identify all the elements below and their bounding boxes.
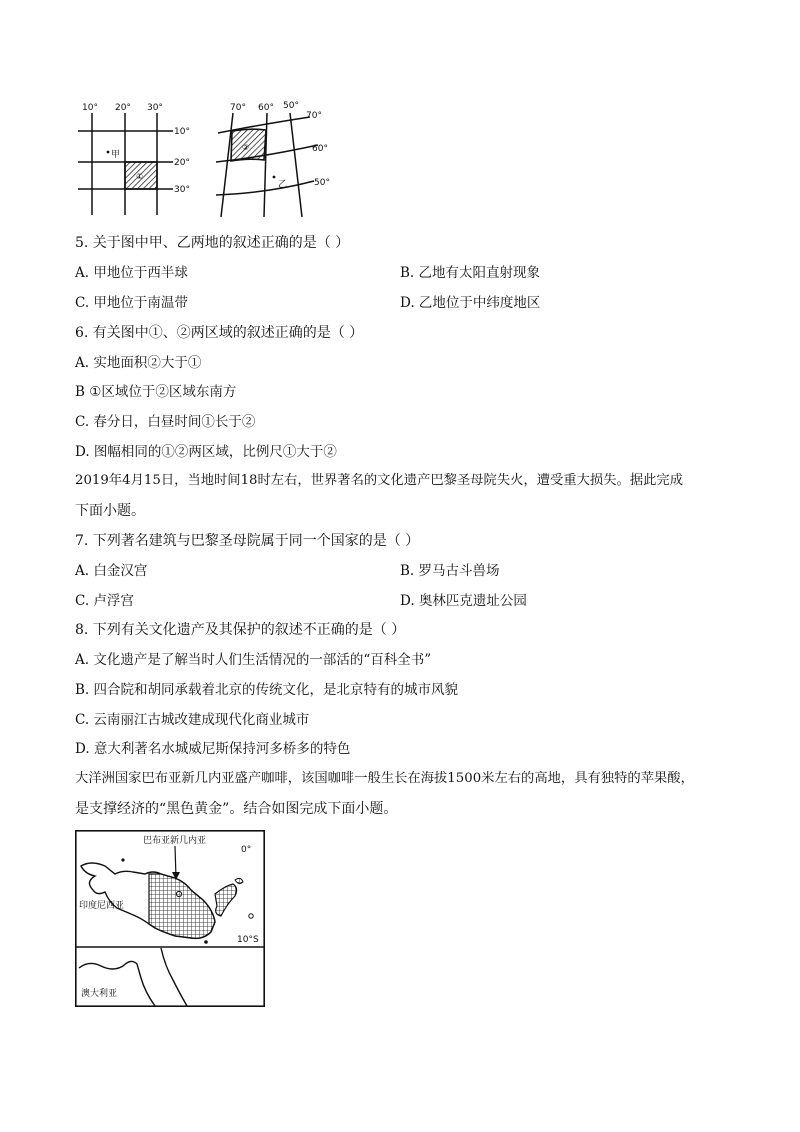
- lon-label-20: 20°: [115, 103, 131, 113]
- q7-option-d: D. 奥林匹克遗址公园: [400, 593, 527, 609]
- q5-stem: 5. 关于图中甲、乙两地的叙述正确的是（ ）: [75, 235, 350, 251]
- q7-stem: 7. 下列著名建筑与巴黎圣母院属于同一个国家的是（ ）: [75, 533, 420, 549]
- q7-option-b: B. 罗马古斗兽场: [400, 563, 500, 579]
- lat-label-70: 70°: [306, 111, 322, 121]
- australia-label: 澳大利亚: [81, 989, 118, 999]
- q8-option-c: C. 云南丽江古城改建成现代化商业城市: [75, 712, 310, 728]
- lon-label-70: 70°: [230, 103, 246, 113]
- q6-option-a: A. 实地面积②大于①: [75, 355, 202, 371]
- left-graticule-map: [78, 103, 190, 215]
- lat-label-30: 30°: [174, 185, 190, 195]
- lon-label-60: 60°: [258, 103, 274, 113]
- region-2-label: ②: [242, 143, 250, 152]
- point-jia-label: 甲: [111, 150, 121, 160]
- lon-label-50: 50°: [283, 101, 299, 111]
- right-graticule-map: [216, 101, 330, 217]
- q8-option-d: D. 意大利著名水城威尼斯保持河多桥多的特色: [75, 741, 351, 757]
- q7-option-c: C. 卢浮宫: [75, 593, 134, 609]
- lon-label-10: 10°: [82, 103, 98, 113]
- lat-label-60: 60°: [312, 144, 328, 154]
- lat-label-0: 0°: [241, 845, 252, 855]
- lat-label-20: 20°: [174, 158, 190, 168]
- lat-label-50: 50°: [314, 178, 330, 188]
- point-yi-label: 乙: [278, 180, 288, 190]
- q6-stem: 6. 有关图中①、②两区域的叙述正确的是（ ）: [75, 325, 364, 341]
- q8-option-b: B. 四合院和胡同承载着北京的传统文化，是北京特有的城市风貌: [75, 682, 459, 698]
- q8-option-a: A. 文化遗产是了解当时人们生活情况的一部活的“百科全书”: [75, 652, 432, 668]
- q6-option-c: C. 春分日，白昼时间①长于②: [75, 414, 256, 430]
- passage-coffee-line1: 大洋洲国家巴布亚新几内亚盛产咖啡，该国咖啡一般生长在海拔1500米左右的高地，具有独特的苹果酸，: [75, 771, 694, 786]
- q7-option-a: A. 白金汉宫: [75, 563, 148, 579]
- point-yi-marker: [273, 176, 276, 179]
- png-location-map: [75, 830, 265, 1007]
- q5-option-b: B. 乙地有太阳直射现象: [400, 265, 541, 281]
- q5-option-a: A. 甲地位于西半球: [75, 265, 188, 281]
- q6-option-d: D. 图幅相同的①②两区域，比例尺①大于②: [75, 444, 337, 460]
- png-country-label: 巴布亚新几内亚: [143, 836, 207, 846]
- q5-option-c: C. 甲地位于南温带: [75, 295, 188, 311]
- lon-label-30: 30°: [147, 103, 163, 113]
- q6-option-b: B ①区域位于②区域东南方: [75, 384, 237, 400]
- region-1-label: ①: [136, 172, 144, 181]
- passage-coffee-line2: 是支撑经济的“黑色黄金”。结合如图完成下面小题。: [75, 801, 398, 817]
- graticule-figure: [78, 95, 348, 220]
- passage-notre-dame-line1: 2019年4月15日，当地时间18时左右，世界著名的文化遗产巴黎圣母院失火，遭受重大损失。据此完成: [75, 473, 684, 488]
- indonesia-label: 印度尼西亚: [79, 901, 125, 911]
- q8-stem: 8. 下列有关文化遗产及其保护的叙述不正确的是（ ）: [75, 622, 406, 638]
- lat-label-10: 10°: [174, 127, 190, 137]
- q5-option-d: D. 乙地位于中纬度地区: [400, 295, 541, 311]
- point-jia-marker: [107, 151, 110, 154]
- lat-label-10s: 10°S: [237, 935, 259, 945]
- passage-notre-dame-line2: 下面小题。: [75, 503, 145, 519]
